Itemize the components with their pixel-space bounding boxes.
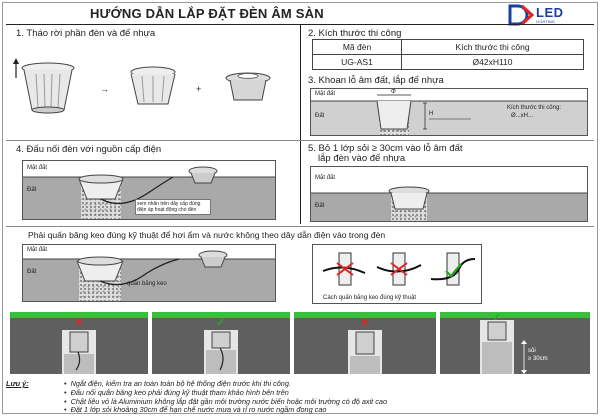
page-title: HƯỚNG DẪN LẮP ĐẶT ĐÈN ÂM SÀN bbox=[90, 6, 324, 21]
label-gravel-depth: ≥ 30cm bbox=[528, 356, 548, 362]
step-5-subtitle: lắp đèn vào đế nhựa bbox=[318, 153, 406, 164]
step-1-title: 1. Tháo rời phần đèn và đế nhựa bbox=[16, 28, 156, 39]
tape-warning: Phải quấn băng keo đúng kỹ thuật để hơi ẩm và nước không theo dây dẫn điện vào trong đèn bbox=[28, 230, 386, 240]
label-soil: Đất bbox=[27, 269, 37, 275]
label-ground-surface: Mặt đất bbox=[315, 91, 336, 97]
step-5-diagram bbox=[310, 166, 588, 222]
spec-header-code: Mã đèn bbox=[313, 40, 402, 55]
spec-cell-code: UG-AS1 bbox=[313, 55, 402, 70]
step-5-title: 5. Bỏ 1 lớp sỏi ≥ 30cm vào lỗ âm đất bbox=[308, 143, 463, 154]
svg-text:+: + bbox=[196, 84, 202, 94]
step-1-illustration bbox=[8, 48, 293, 128]
lamp-body-icon bbox=[226, 73, 270, 100]
spec-cell-size: Ø42xH110 bbox=[402, 55, 584, 70]
label-ground-surface: Mặt đất bbox=[27, 165, 48, 171]
tape-method-diagram bbox=[312, 244, 482, 304]
note-item: • Đặt 1 lớp sỏi khoảng 30cm để hạn chế nước mưa và rỉ ro nước ngầm đọng cao bbox=[64, 406, 387, 415]
label-diameter: Φ bbox=[391, 89, 396, 95]
label-soil: Đất bbox=[315, 113, 325, 119]
spec-header-size: Kích thước thi công bbox=[402, 40, 584, 55]
step-2-title: 2. Kích thước thi công bbox=[308, 28, 402, 39]
arrow-up-icon bbox=[13, 58, 19, 78]
notes-header: Lưu ý: bbox=[6, 379, 29, 388]
install-panel-1 bbox=[10, 312, 148, 374]
step-5-drawing bbox=[311, 167, 588, 222]
plastic-base-icon bbox=[131, 67, 175, 104]
label-soil: Đất bbox=[27, 187, 37, 193]
wrong-wrap-1-icon bbox=[323, 253, 365, 285]
note-item: • Chất liệu vỏ là Aluminium không lắp đặt gần môi trường nước biển hoặc môi trường có độ axit cao bbox=[64, 398, 387, 407]
svg-text:→: → bbox=[100, 84, 109, 94]
spec-header-row bbox=[313, 40, 584, 55]
notes-list bbox=[64, 380, 387, 415]
wrong-mark-icon: ✕ bbox=[74, 317, 84, 329]
check-mark-icon: ✓ bbox=[216, 317, 226, 329]
label-size-value: Ø...xH... bbox=[511, 113, 534, 119]
tape-method-drawing bbox=[313, 245, 482, 293]
row-divider-1 bbox=[6, 140, 594, 141]
label-height: H bbox=[429, 111, 434, 117]
voltage-note: xem nhãn trên dây cấp đúng điện áp hoạt động cho đèn bbox=[135, 199, 211, 215]
install-panel-4-drawing bbox=[440, 312, 590, 374]
spec-row bbox=[313, 55, 584, 70]
install-panel-2 bbox=[152, 312, 290, 374]
label-ground-surface: Mặt đất bbox=[27, 247, 48, 253]
logo-text: LED bbox=[536, 5, 564, 20]
step-3-title: 3. Khoan lỗ âm đất, lắp đế nhựa bbox=[308, 75, 444, 86]
check-mark-icon: ✓ bbox=[492, 312, 502, 324]
row-divider-2 bbox=[6, 226, 594, 227]
label-soil: Đất bbox=[315, 203, 325, 209]
label-size: Kích thước thi công: bbox=[507, 105, 561, 111]
spec-table bbox=[312, 39, 584, 70]
column-divider bbox=[300, 24, 301, 224]
step-3-drawing bbox=[311, 89, 588, 136]
logo-subtext: LIGHTING bbox=[536, 19, 555, 24]
step-4-title: 4. Đấu nối đèn với nguồn cấp điện bbox=[16, 144, 162, 155]
wrong-wrap-2-icon bbox=[377, 253, 421, 285]
step-3-diagram bbox=[310, 88, 588, 136]
tape-method-caption: Cách quấn băng keo đúng kỹ thuật bbox=[323, 295, 417, 301]
install-panel-3 bbox=[294, 312, 436, 374]
note-item: • Đấu nối quấn băng keo phải đúng kỹ thuật tham khảo hình bên trên bbox=[64, 389, 387, 398]
label-tape: quấn băng keo bbox=[127, 281, 167, 287]
label-ground-surface: Mặt đất bbox=[315, 175, 336, 181]
wrong-mark-icon: ✕ bbox=[360, 317, 370, 329]
tape-drawing bbox=[23, 245, 276, 302]
tape-diagram bbox=[22, 244, 276, 302]
lamp-full-icon bbox=[22, 63, 74, 113]
label-gravel: sỏi bbox=[528, 348, 536, 354]
step-4-diagram bbox=[22, 160, 276, 220]
correct-wrap-icon bbox=[431, 253, 475, 285]
note-item: • Ngắt điện, kiểm tra an toàn toàn bộ hệ thống điện trước khi thi công. bbox=[64, 380, 387, 389]
install-panel-4 bbox=[440, 312, 590, 374]
